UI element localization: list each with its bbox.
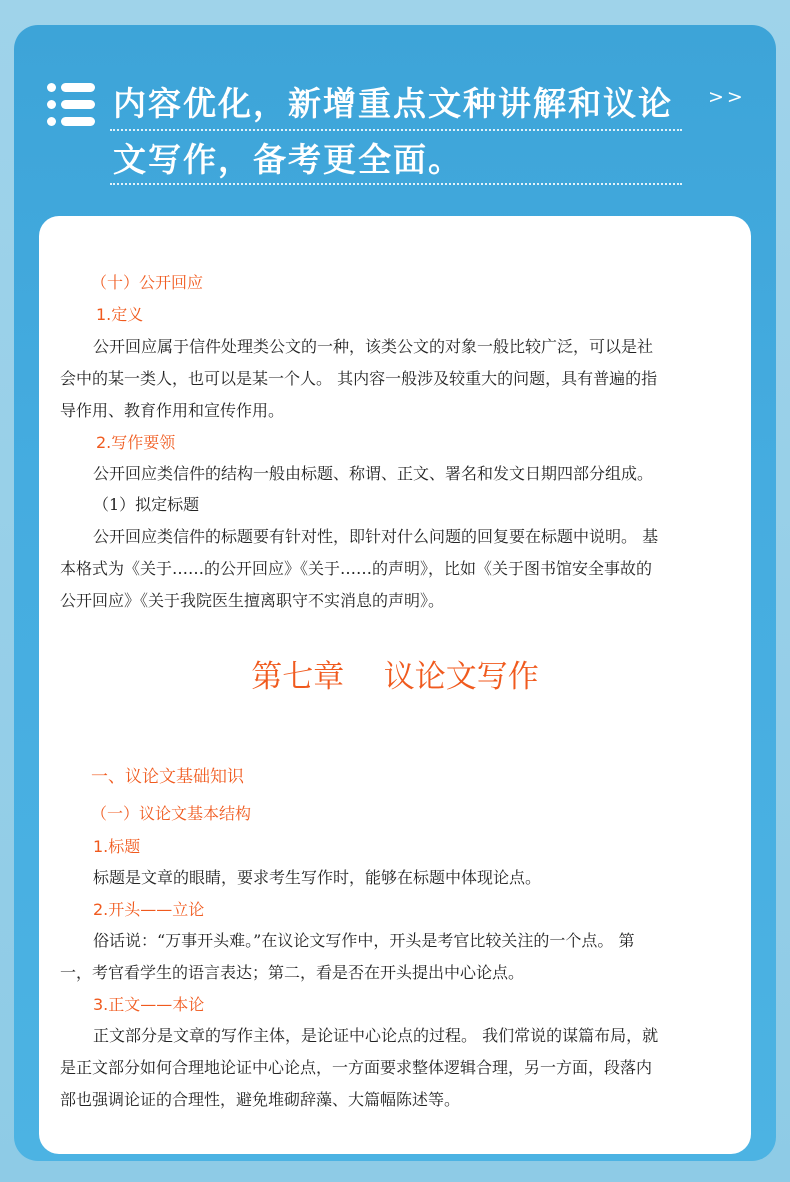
section-heading: （一）议论文基本结构 [91, 804, 252, 823]
subsection-heading: 1.标题 [93, 837, 141, 856]
subsection-heading: 2.写作要领 [96, 433, 176, 452]
paragraph-line: 一，考官看学生的语言表达；第二，看是否在开头提出中心论点。 [60, 963, 525, 982]
headline-line-1: 内容优化，新增重点文种讲解和议论 [113, 84, 673, 123]
paragraph-line: 部也强调论证的合理性，避免堆砌辞藻、大篇幅陈述等。 [60, 1090, 461, 1109]
list-icon-dot [47, 83, 56, 92]
double-chevron-icon: >> [708, 86, 746, 108]
list-icon-bar [61, 117, 95, 126]
subsection-heading: 1.定义 [96, 305, 144, 324]
headline-underline [110, 183, 682, 185]
sub-heading: （1）拟定标题 [93, 495, 200, 514]
list-icon-dot [47, 117, 56, 126]
headline-line-2: 文写作，备考更全面。 [113, 140, 463, 179]
subsection-heading: 3.正文——本论 [93, 995, 205, 1014]
list-icon-dot [47, 100, 56, 109]
paragraph-line: 是正文部分如何合理地论证中心论点，一方面要求整体逻辑合理，另一方面，段落内 [60, 1058, 653, 1077]
section-heading: （十）公开回应 [91, 273, 204, 292]
chapter-title: 第七章 议论文写作 [251, 659, 539, 695]
headline-underline [110, 129, 682, 131]
paragraph-line: 俗话说：“万事开头难。”在议论文写作中，开头是考官比较关注的一个点。 第 [93, 931, 635, 950]
part-heading: 一、议论文基础知识 [91, 767, 244, 787]
paragraph-line: 公开回应类信件的标题要有针对性，即针对什么问题的回复要在标题中说明。 基 [93, 527, 659, 546]
paragraph-line: 标题是文章的眼睛，要求考生写作时，能够在标题中体现论点。 [93, 868, 542, 887]
list-icon-bar [61, 83, 95, 92]
paragraph-line: 公开回应类信件的结构一般由标题、称谓、正文、署名和发文日期四部分组成。 [93, 464, 654, 483]
paragraph-line: 正文部分是文章的写作主体，是论证中心论点的过程。 我们常说的谋篇布局，就 [93, 1026, 659, 1045]
subsection-heading: 2.开头——立论 [93, 900, 205, 919]
list-icon-bar [61, 100, 95, 109]
paragraph-line: 本格式为《关于……的公开回应》《关于……的声明》，比如《关于图书馆安全事故的 [60, 559, 653, 578]
paragraph-line: 会中的某一类人，也可以是某一个人。 其内容一般涉及较重大的问题，具有普遍的指 [60, 369, 658, 388]
list-icon [47, 83, 97, 127]
paragraph-line: 公开回应属于信件处理类公文的一种，该类公文的对象一般比较广泛，可以是社 [93, 337, 654, 356]
paragraph-line: 导作用、教育作用和宣传作用。 [60, 401, 285, 420]
paragraph-line: 公开回应》《关于我院医生擅离职守不实消息的声明》。 [60, 591, 445, 610]
